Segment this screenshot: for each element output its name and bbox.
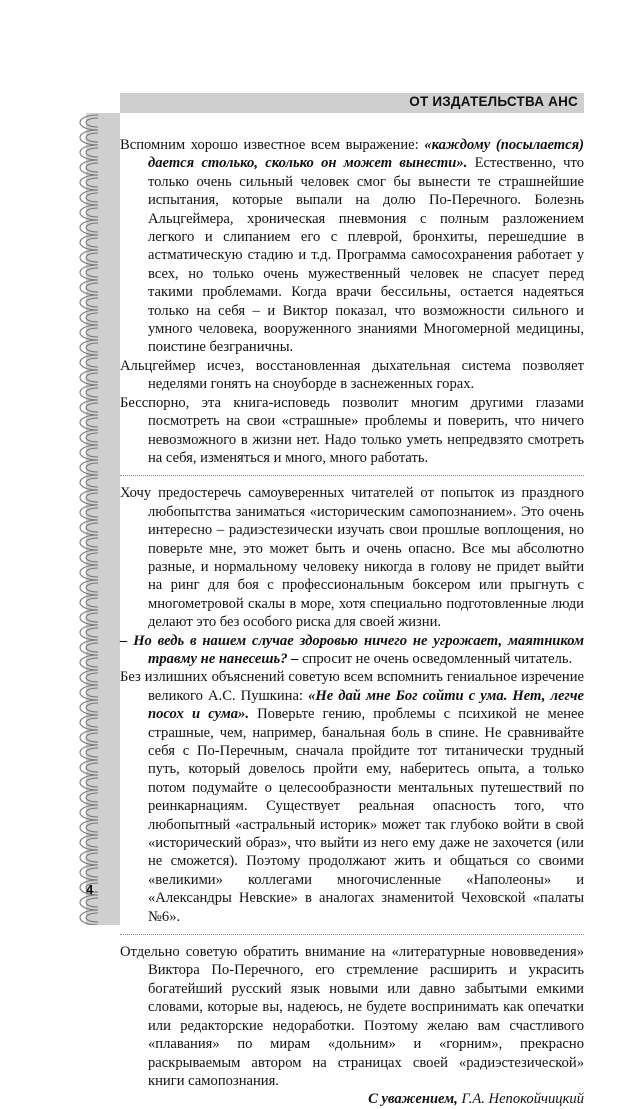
- chain-loop: [80, 190, 98, 205]
- chain-loop: [80, 565, 98, 580]
- chain-loop: [80, 160, 98, 175]
- chain-loop: [80, 430, 98, 445]
- paragraph: Альцгеймер исчез, восстановленная дыхательная система позволяет неделями гонять на сноуборде в заснеженных горах.: [120, 357, 584, 393]
- chain-loop: [80, 760, 98, 775]
- chain-loop: [80, 715, 98, 730]
- chain-loop: [80, 850, 98, 865]
- chain-loop: [80, 490, 98, 505]
- chain-loop: [80, 250, 98, 265]
- page-number: 4: [86, 882, 94, 897]
- chain-loop: [80, 400, 98, 415]
- paragraph: Без излишних объяснений советую всем вспомнить гениальное изречение великого А.С. Пушкина: «Не дай мне Бог сойти с ума. Нет, легче посох и сума». Поверьте гению, проблемы с психикой не менее страшные, чем, например, банальная боль в спине. Не сравнивайте себя с По-Перечным, сначала пройдите тот титанически трудный путь, который довелось пройти ему, наберитесь опыта, а только потом подумайте о целесообразности ментальных путешествий по реинкарнациям. Существует реальная опасность того, что любопытный «астральный историк» может так глубоко войти в свой «исторический образ», что выйти из него ему даже не захочется (или не сможется). Поэтому продолжают жить и общаться со своими «великими» коллегами многочисленные «Наполеоны» и «Александры Невские» в аналогах знаменитой Чеховской «палаты №6».: [120, 669, 584, 925]
- page-header: [120, 93, 584, 113]
- chain-loop: [80, 265, 98, 280]
- header-title: ОТ ИЗДАТЕЛЬСТВА АНС: [409, 94, 578, 109]
- section-divider: [120, 934, 584, 935]
- chain-loop: [80, 370, 98, 385]
- section-divider: [120, 475, 584, 476]
- chain-loop: [80, 670, 98, 685]
- chain-loop: [80, 235, 98, 250]
- paragraph: Бесспорно, эта книга-исповедь позволит многим другими глазами посмотреть на свои «страшные» проблемы и поверить, что ничего невозможного в жизни нет. Надо только уметь непредвзято смотреть на себя, изменяться и много, много работать.: [120, 394, 584, 466]
- paragraph: Хочу предостеречь самоуверенных читателей от попыток из праздного любопытства заниматься «историческим самопознанием». Это очень интересно – радиэстезически изучать свои прошлые воплощения, но поверьте мне, это может быть и очень опасно. Все мы абсолютно разные, и нормальному человеку никогда в голову не придет выйти на ринг для боя с профессиональным боксером или прыгнуть с многометровой скалы в море, хотя специально подготовленные люди делают это без особого риска для своей жизни.: [120, 485, 584, 631]
- chain-loop: [80, 325, 98, 340]
- chain-loop: [80, 310, 98, 325]
- chain-loop: [80, 655, 98, 670]
- chain-loop: [80, 280, 98, 295]
- chain-loop: [80, 445, 98, 460]
- chain-loop: [80, 790, 98, 805]
- chain-loop: [80, 475, 98, 490]
- chain-loop: [80, 625, 98, 640]
- paragraph: Отдельно советую обратить внимание на «литературные нововведения» Виктора По-Перечного, его стремление расширить и украсить богатейший русский язык новыми или давно забытыми емкими словами, которые вы, надеюсь, не будете воспринимать как опечатки или редакторские недоработки. Поэтому желаю вам счастливого «плавания» по мирам «дольним» и «горним», прекрасно раскрываемым автором на страницах своей «радиэстезической» книги самопознания.: [120, 944, 584, 1089]
- chain-loop: [80, 775, 98, 790]
- decorative-chain-border: [68, 113, 104, 925]
- chain-loop: [80, 745, 98, 760]
- chain-loop: [80, 355, 98, 370]
- chain-loop: [80, 640, 98, 655]
- chain-loop: [80, 145, 98, 160]
- chain-loop: [80, 835, 98, 850]
- chain-loop: [80, 895, 98, 910]
- chain-loop: [80, 865, 98, 880]
- chain-loop: [80, 910, 98, 925]
- chain-loop: [80, 415, 98, 430]
- chain-loop: [80, 115, 98, 130]
- chain-loop: [80, 805, 98, 820]
- chain-loop: [80, 385, 98, 400]
- chain-loop: [80, 595, 98, 610]
- chain-loop: [80, 520, 98, 535]
- chain-loop: [80, 535, 98, 550]
- chain-loop: [80, 175, 98, 190]
- chain-loop: [80, 685, 98, 700]
- chain-loop: [80, 610, 98, 625]
- chain-loop: [80, 460, 98, 475]
- chain-loop: [80, 580, 98, 595]
- chain-loop: [80, 130, 98, 145]
- paragraph: Вспомним хорошо известное всем выражение: «каждому (посылается) дается столько, сколько он может вынести». Естественно, что только очень сильный человек смог бы вынести те страшнейшие испытания, которые выпали на долю По-Перечного. Болезнь Альцгеймера, хроническая пневмония с полным разложением легкого и слипанием его с плеврой, бронхиты, перешедшие в астматическую стадию и т.д. Программа самосохранения работает у всех, но только очень мужественный человек не спасует перед такими проблемами. Когда врачи бессильны, остается надеяться только на себя – и Виктор показал, что возможности сильного и умного человека, вооруженного знаниями Многомерной медицины, поистине безграничны.: [120, 137, 585, 356]
- chain-loop: [80, 550, 98, 565]
- section-1: [120, 136, 584, 467]
- chain-loop: [80, 730, 98, 745]
- chain-loop: [80, 340, 98, 355]
- chain-loop: [80, 295, 98, 310]
- body-text: [120, 136, 584, 1109]
- paragraph: – Но ведь в нашем случае здоровью ничего не угрожает, маятником травму не нанесешь? – спросит не очень осведомленный читатель.: [120, 632, 584, 667]
- signature: С уважением, Г.А. Непокойчицкий: [368, 1091, 584, 1108]
- chain-loop: [80, 205, 98, 220]
- section-2: [120, 484, 584, 926]
- section-3: [120, 943, 584, 1109]
- chain-loop: [80, 505, 98, 520]
- chain-loop: [80, 820, 98, 835]
- chain-loop: [80, 700, 98, 715]
- chain-loop: [80, 220, 98, 235]
